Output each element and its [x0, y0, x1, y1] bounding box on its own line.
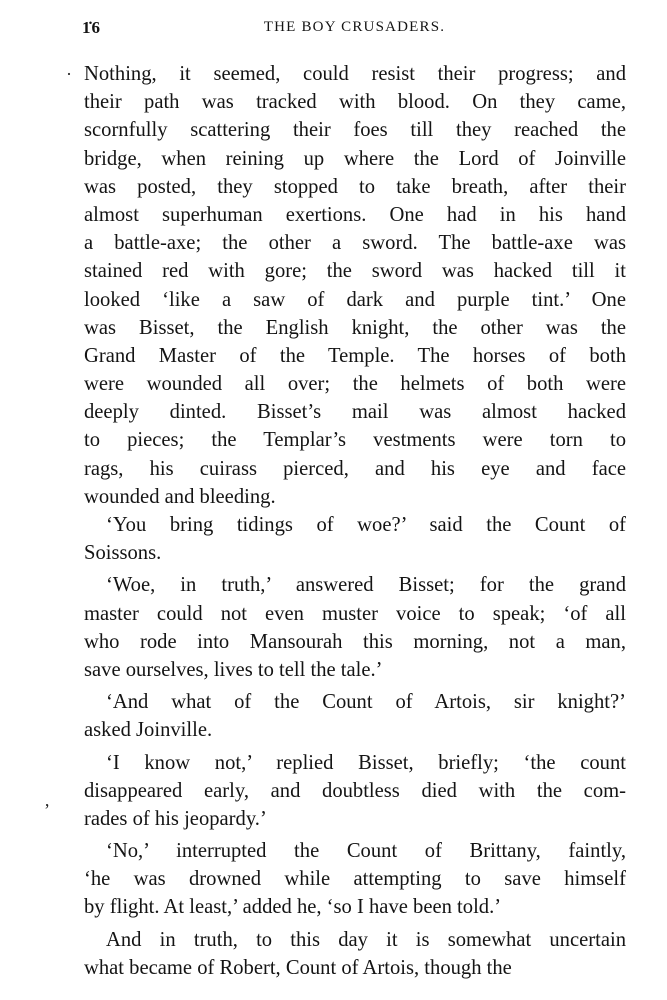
- text-line: their path was tracked with blood. On they came,: [84, 91, 626, 114]
- text-line: ‘And what of the Count of Artois, sir knight?’: [106, 691, 626, 714]
- text-line: rags, his cuirass pierced, and his eye and face: [84, 457, 626, 480]
- text-line: disappeared early, and doubtless died with the com-: [84, 779, 626, 802]
- text-line: Grand Master of the Temple. The horses of both: [84, 344, 626, 367]
- text-line: master could not even muster voice to speak; ‘of all: [84, 602, 626, 625]
- text-line: what became of Robert, Count of Artois, though the: [84, 956, 512, 979]
- text-line: wounded and bleeding.: [84, 485, 276, 508]
- text-line: ‘No,’ interrupted the Count of Brittany, faintly,: [106, 840, 626, 863]
- text-line: save ourselves, lives to tell the tale.’: [84, 658, 383, 681]
- text-line: Soissons.: [84, 542, 162, 565]
- text-line: ‘Woe, in truth,’ answered Bisset; for the grand: [106, 574, 626, 597]
- text-line: ‘I know not,’ replied Bisset, briefly; ‘the count: [106, 751, 626, 774]
- body-text: [84, 60, 626, 982]
- text-line: ‘You bring tidings of woe?’ said the Count of: [106, 514, 626, 536]
- paragraph: [84, 571, 626, 684]
- text-line: bridge, when reining up where the Lord of Joinville: [84, 147, 626, 170]
- page-header: [82, 18, 627, 40]
- paragraph: [84, 926, 626, 982]
- paragraph: [84, 749, 626, 834]
- text-line: almost superhuman exertions. One had in his hand: [84, 203, 626, 226]
- text-line: And in truth, to this day it is somewhat uncertain: [106, 928, 626, 951]
- text-line: to pieces; the Templar’s vestments were torn to: [84, 429, 626, 452]
- margin-stray-mark: ʼ: [44, 800, 50, 820]
- text-line: was posted, they stopped to take breath, after their: [84, 175, 626, 198]
- text-line: Nothing, it seemed, could resist their progress; and: [84, 63, 626, 85]
- paragraph: [84, 688, 626, 744]
- text-line: scornfully scattering their foes till they reached the: [84, 119, 626, 142]
- text-line: deeply dinted. Bisset’s mail was almost hacked: [84, 401, 626, 424]
- text-line: looked ‘like a saw of dark and purple tint.’ One: [84, 288, 626, 311]
- paragraph: [84, 511, 626, 567]
- page-number: 1̇6: [82, 18, 101, 37]
- text-line: a battle-axe; the other a sword. The battle-axe was: [84, 232, 626, 255]
- text-line: were wounded all over; the helmets of both were: [84, 373, 626, 396]
- text-line: by flight. At least,’ added he, ‘so I have been told.’: [84, 896, 502, 919]
- paragraph: [84, 60, 626, 511]
- text-line: ‘he was drowned while attempting to save himself: [84, 868, 626, 891]
- text-line: asked Joinville.: [84, 719, 213, 742]
- running-head: THE BOY CRUSADERS.: [263, 19, 446, 35]
- text-line: who rode into Mansourah this morning, not a man,: [84, 630, 626, 653]
- text-line: was Bisset, the English knight, the other was the: [84, 316, 626, 339]
- text-line: stained red with gore; the sword was hacked till it: [84, 260, 626, 283]
- margin-dot-mark: ·: [66, 64, 72, 84]
- paragraph: [84, 837, 626, 922]
- text-line: rades of his jeopardy.’: [84, 807, 267, 830]
